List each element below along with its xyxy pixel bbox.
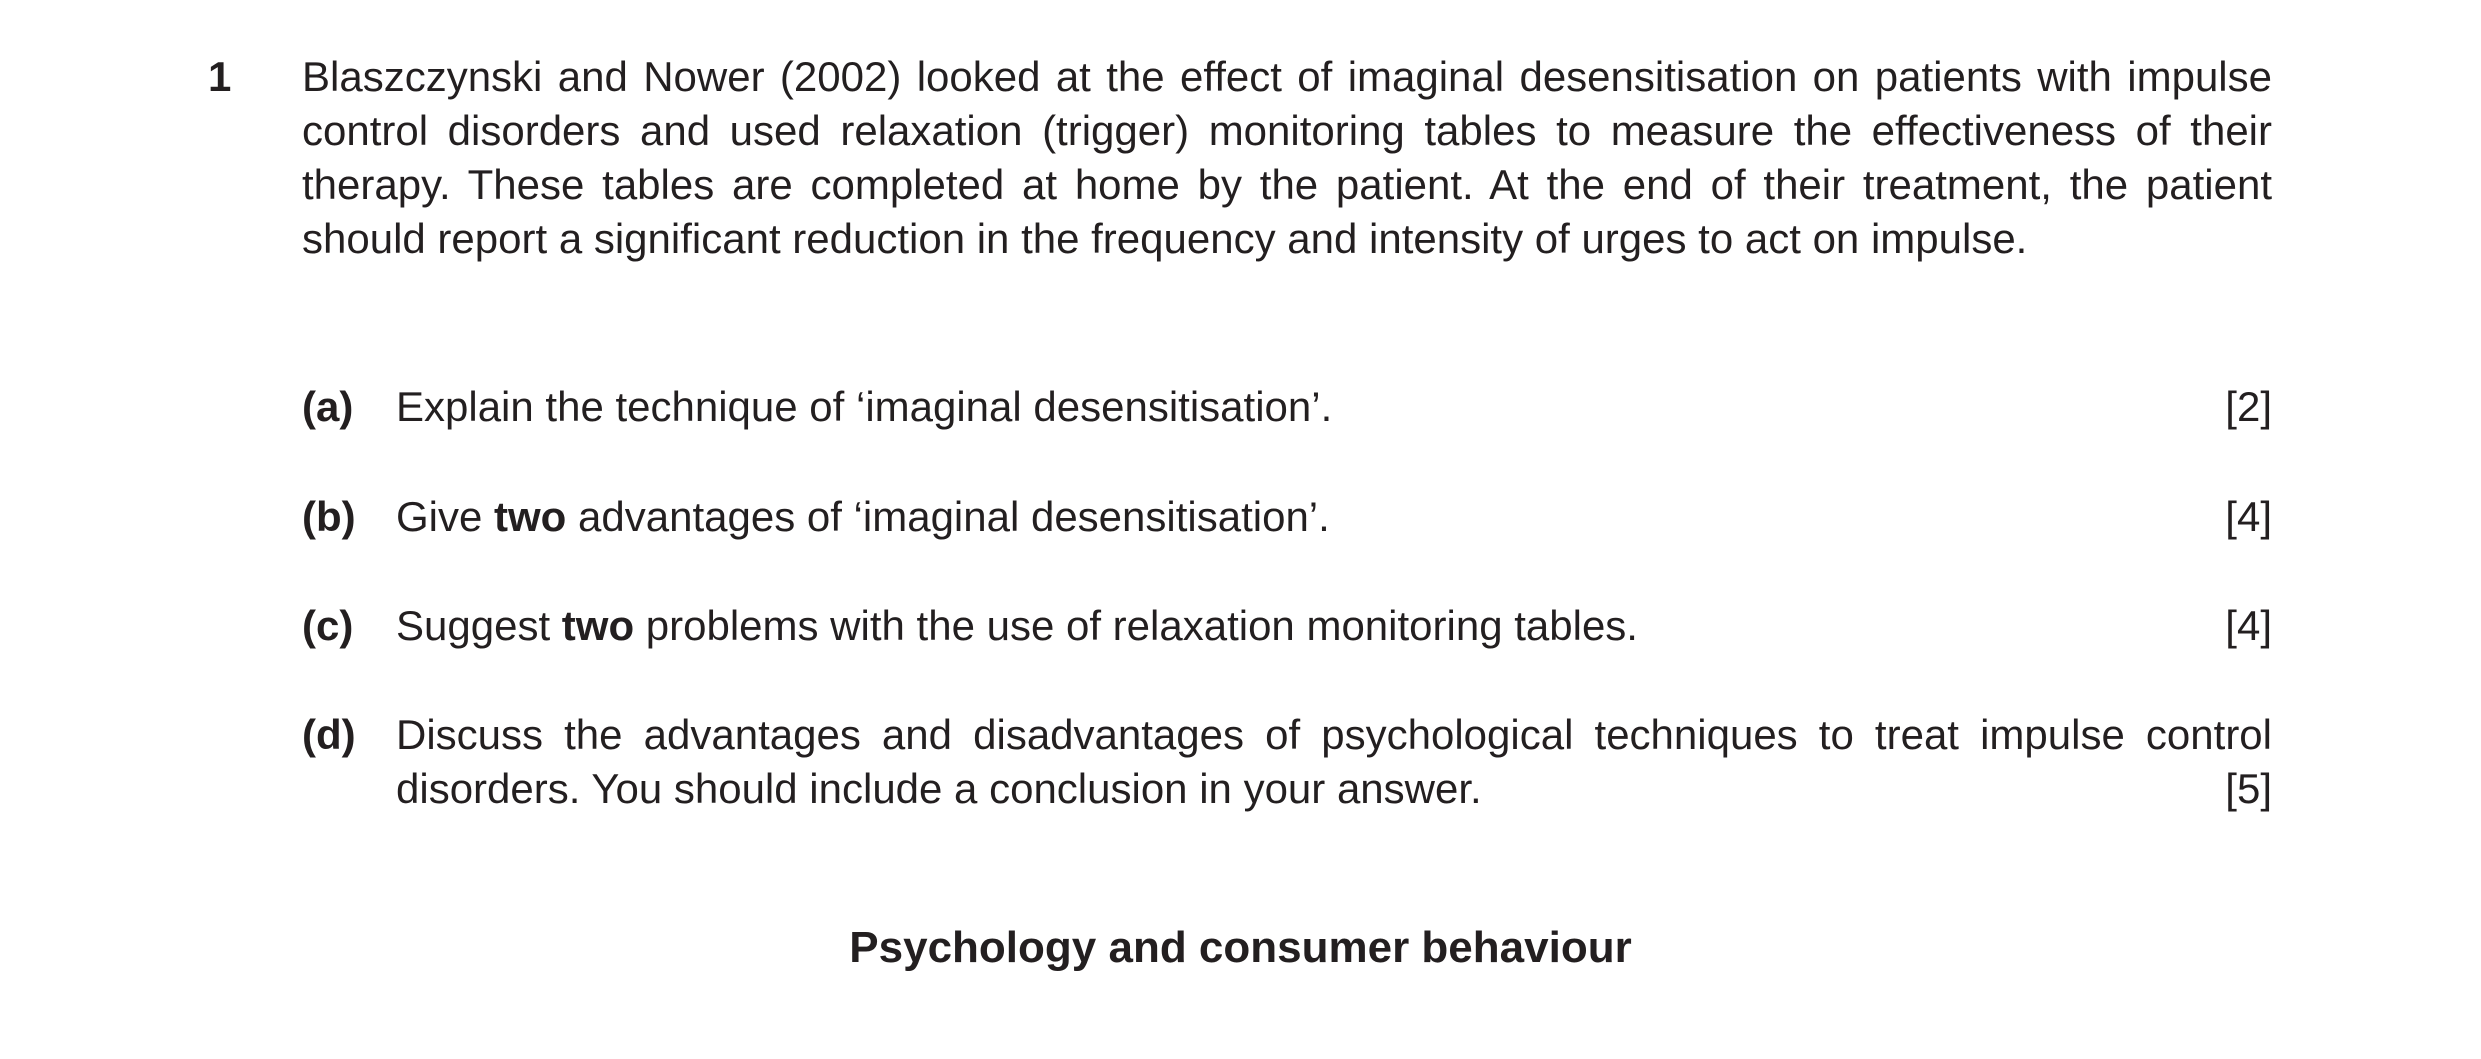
part-label: (b) <box>302 493 356 540</box>
part-label: (d) <box>302 711 356 758</box>
marks-allocation: [2] <box>2225 383 2272 430</box>
part-text-after: advantages of ‘imaginal desensitisation’. <box>566 493 1330 540</box>
part-text-before: Give <box>396 493 495 540</box>
question-stem: Blaszczynski and Nower (2002) looked at the effect of imaginal desensitisation on patients with impulse control disorders and used relaxation (trigger) monitoring tables to measure the effectiveness of their therapy. These tables are completed at home by the patient. At the end of their treatment, the patient should report a significant reduction in the frequency and intensity of urges to act on impulse. <box>302 53 2272 262</box>
part-text: Discuss the advantages and disadvantages of psychological techniques to treat impulse control disorders. You should include a conclusion in your answer. <box>396 711 2272 812</box>
emphasis-two: two <box>494 493 567 540</box>
marks-allocation: [4] <box>2225 602 2272 649</box>
part-text-after: problems with the use of relaxation monitoring tables. <box>634 602 1638 649</box>
part-text-before: Suggest <box>396 602 562 649</box>
question-number: 1 <box>208 53 232 100</box>
part-text: Explain the technique of ‘imaginal desensitisation’. <box>396 383 1333 430</box>
marks-allocation: [4] <box>2225 493 2272 540</box>
emphasis-two: two <box>561 602 635 649</box>
part-label: (c) <box>302 602 354 649</box>
part-label: (a) <box>302 383 354 430</box>
marks-allocation: [5] <box>2225 765 2272 812</box>
section-heading: Psychology and consumer behaviour <box>849 923 1632 972</box>
part-text <box>396 599 2176 653</box>
part-text <box>396 490 2176 544</box>
